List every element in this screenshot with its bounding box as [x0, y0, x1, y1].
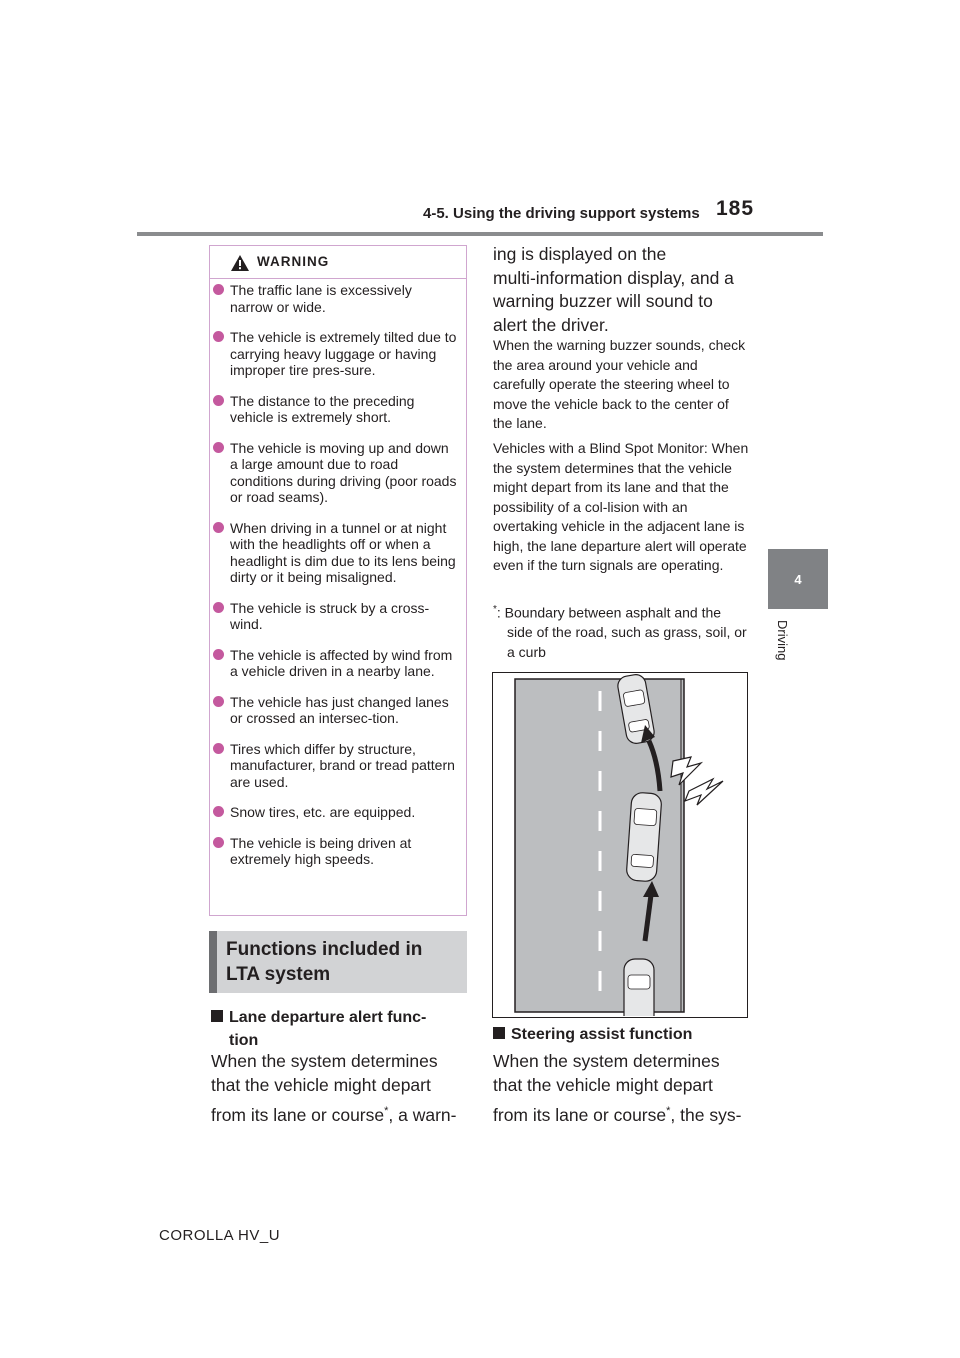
- warning-header: [210, 246, 466, 279]
- road-illustration: [493, 673, 746, 1016]
- section-title: 4-5. Using the driving support systems: [423, 205, 700, 222]
- square-bullet-icon: [211, 1010, 223, 1022]
- list-item: The vehicle is struck by a cross-wind.: [210, 600, 466, 633]
- list-item: The vehicle is extremely tilted due to carrying heavy luggage or having improper tire pres-sure.: [210, 329, 466, 379]
- footer-model: COROLLA HV_U: [159, 1227, 281, 1244]
- bullet-icon: [213, 602, 224, 613]
- bullet-icon: [213, 696, 224, 707]
- buzzer-paragraph: When the warning buzzer sounds, check the area around your vehicle and carefully operate the steering wheel to move the vehicle back to the center of the lane.: [493, 337, 746, 431]
- lane-departure-text: When the system determines that the vehicle might depart from its lane or course*, a warn-: [211, 1051, 457, 1125]
- bullet-icon: [213, 442, 224, 453]
- steering-assist-heading: Steering assist function: [493, 1023, 753, 1046]
- bullet-icon: [213, 743, 224, 754]
- list-item: The vehicle is moving up and down a large amount due to road conditions during driving (poor roads or road seams).: [210, 440, 466, 506]
- warning-triangle-icon: [230, 254, 250, 272]
- chapter-tab: 4: [768, 549, 828, 609]
- list-item: The distance to the preceding vehicle is extremely short.: [210, 393, 466, 426]
- list-item: The vehicle is affected by wind from a vehicle driven in a nearby lane.: [210, 647, 466, 680]
- footnote: *: Boundary between asphalt and the side of the road, such as grass, soil, or a curb: [493, 604, 747, 660]
- drifting-car-icon: [626, 792, 662, 882]
- lane-departure-diagram: [492, 672, 748, 1018]
- warning-list: [210, 279, 466, 868]
- bullet-icon: [213, 395, 224, 406]
- lane-departure-heading: Lane departure alert func- tion: [211, 1006, 471, 1052]
- warning-box: [209, 245, 467, 916]
- bullet-icon: [213, 649, 224, 660]
- bullet-icon: [213, 522, 224, 533]
- blind-spot-paragraph: Vehicles with a Blind Spot Monitor: When the system determines that the vehicle might depart from its lane and that the possibility of a col-lision with an overtaking vehicle in the adjacent lane is high, the lane departure alert will operate even if the turn signals are operating.: [493, 440, 749, 573]
- list-item: The vehicle has just changed lanes or crossed an intersec-tion.: [210, 694, 466, 727]
- bullet-icon: [213, 331, 224, 342]
- header-rule: [137, 232, 823, 236]
- warning-continuation-text: ing is displayed on the multi-information display, and a warning buzzer will sound to alert the driver.: [493, 244, 734, 335]
- bullet-icon: [213, 284, 224, 295]
- square-bullet-icon: [493, 1027, 505, 1039]
- page-number: 185: [716, 197, 755, 220]
- warning-title: WARNING: [257, 254, 330, 269]
- list-item: The traffic lane is excessively narrow or wide.: [210, 282, 466, 315]
- own-car-icon: [624, 959, 654, 1016]
- lightning-alert-icon: [685, 779, 723, 805]
- list-item: Tires which differ by structure, manufacturer, brand or tread pattern are used.: [210, 741, 466, 791]
- steering-assist-text: When the system determines that the vehicle might depart from its lane or course*, the sys-: [493, 1051, 742, 1125]
- functions-heading: Functions included in LTA system: [209, 931, 467, 993]
- list-item: The vehicle is being driven at extremely high speeds.: [210, 835, 466, 868]
- list-item: When driving in a tunnel or at night with the headlights off or when a headlight is dim due to its lens being dirty or it being misaligned.: [210, 520, 466, 586]
- bullet-icon: [213, 806, 224, 817]
- list-item: Snow tires, etc. are equipped.: [210, 804, 466, 821]
- bullet-icon: [213, 837, 224, 848]
- chapter-label: Driving: [775, 620, 790, 661]
